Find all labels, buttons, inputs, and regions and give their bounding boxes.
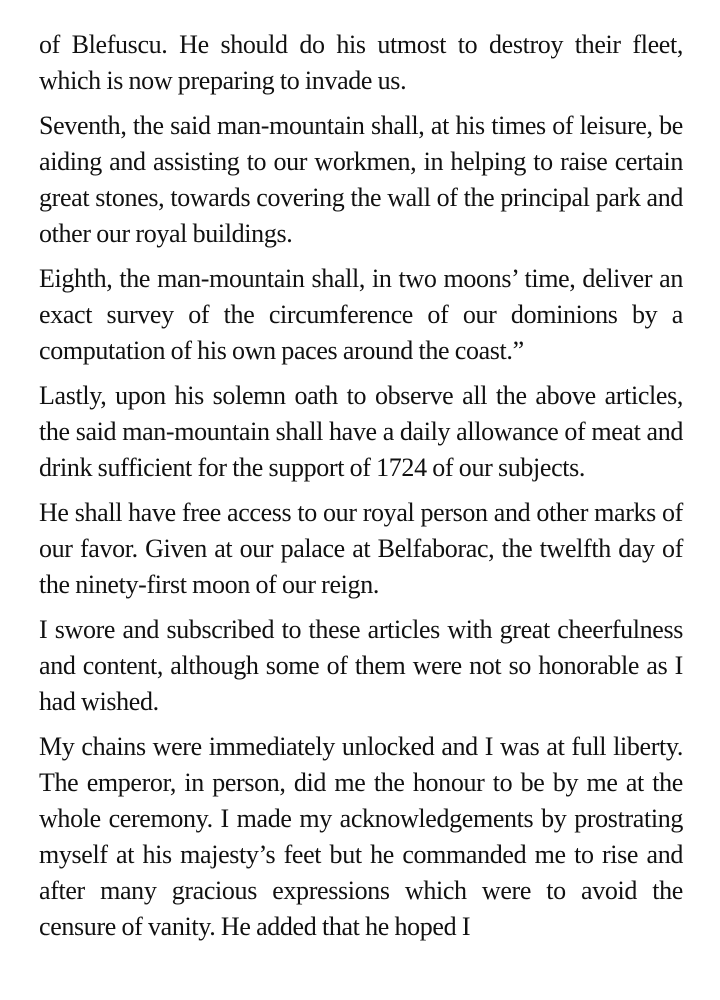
- paragraph-eighth-article: Eighth, the man-mountain shall, in two moons’ time, deliver an exact survey of the circumference of our dominions by a computation of his own paces around the coast.”: [39, 264, 683, 365]
- paragraph-swore-subscribed: I swore and subscribed to these articles with great cheerfulness and content, although some of them were not so honorable as I had wished.: [39, 615, 683, 716]
- paragraph-blefuscu-fleet: of Blefuscu. He should do his utmost to destroy their fleet, which is now preparing to invade us.: [39, 30, 683, 95]
- document-page: [39, 27, 683, 945]
- paragraph-lastly-allowance: Lastly, upon his solemn oath to observe all the above articles, the said man-mountain shall have a daily allowance of meat and drink sufficient for the support of 1724 of our subjects.: [39, 381, 683, 482]
- paragraph-chains-unlocked: My chains were immediately unlocked and I was at full liberty. The emperor, in person, did me the honour to be by me at the whole ceremony. I made my acknowledgements by prostrating myself at his majesty’s feet but he commanded me to rise and after many gracious expressions which were to avoid the censure of vanity. He added that he hoped I: [39, 732, 683, 941]
- paragraph-seventh-article: Seventh, the said man-mountain shall, at his times of leisure, be aiding and assisting to our workmen, in helping to raise certain great stones, towards covering the wall of the principal park and other our royal buildings.: [39, 111, 683, 248]
- paragraph-free-access: He shall have free access to our royal person and other marks of our favor. Given at our palace at Belfaborac, the twelfth day of the ninety-first moon of our reign.: [39, 498, 683, 599]
